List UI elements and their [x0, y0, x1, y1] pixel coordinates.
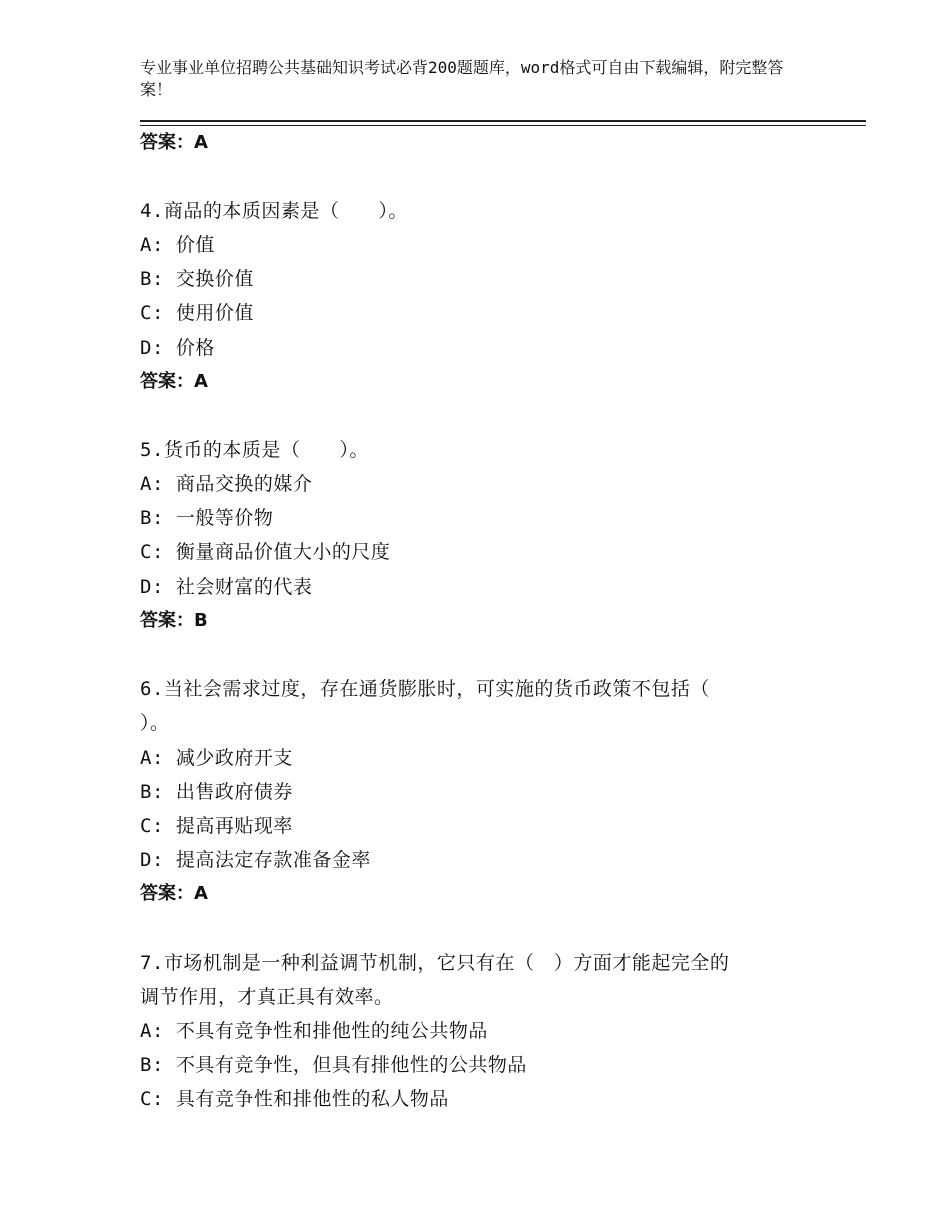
question-4-stem: 4.商品的本质因素是（ ）。	[140, 200, 408, 222]
question-6-stem-line-2: ）。	[140, 712, 170, 734]
header-divider-thin	[140, 125, 866, 126]
header-divider-thick	[140, 120, 866, 122]
question-5-option-b: B: 一般等价物	[140, 507, 274, 529]
question-6-stem-line-1: 6.当社会需求过度，存在通货膨胀时，可实施的货币政策不包括（	[140, 678, 710, 700]
question-5-option-c: C: 衡量商品价值大小的尺度	[140, 541, 391, 563]
question-6-option-b: B: 出售政府债券	[140, 781, 293, 803]
question-7-option-a: A: 不具有竞争性和排他性的纯公共物品	[140, 1020, 488, 1042]
question-5-option-a: A: 商品交换的媒介	[140, 473, 313, 495]
question-5-stem: 5.货币的本质是（ ）。	[140, 439, 369, 461]
question-7-option-c: C: 具有竞争性和排他性的私人物品	[140, 1088, 449, 1110]
question-4-option-a: A: 价值	[140, 234, 215, 256]
question-6-option-d: D: 提高法定存款准备金率	[140, 849, 371, 871]
question-7-stem-line-1: 7.市场机制是一种利益调节机制，它只有在（ ）方面才能起完全的	[140, 952, 730, 974]
answer-prev: 答案：A	[140, 132, 208, 153]
question-6-option-a: A: 减少政府开支	[140, 747, 293, 769]
question-4-option-b: B: 交换价值	[140, 268, 254, 290]
question-4-answer: 答案：A	[140, 371, 208, 392]
question-6-answer: 答案：A	[140, 883, 208, 904]
question-7-option-b: B: 不具有竞争性，但具有排他性的公共物品	[140, 1054, 527, 1076]
question-4-option-d: D: 价格	[140, 337, 215, 359]
question-6-option-c: C: 提高再贴现率	[140, 815, 293, 837]
document-header: 专业事业单位招聘公共基础知识考试必背200题题库，word格式可自由下载编辑，附完整答案！	[140, 58, 784, 99]
question-7-stem-line-2: 调节作用，才真正具有效率。	[140, 986, 394, 1008]
question-4-option-c: C: 使用价值	[140, 302, 254, 324]
question-5-option-d: D: 社会财富的代表	[140, 576, 313, 598]
question-5-answer: 答案：B	[140, 610, 208, 631]
